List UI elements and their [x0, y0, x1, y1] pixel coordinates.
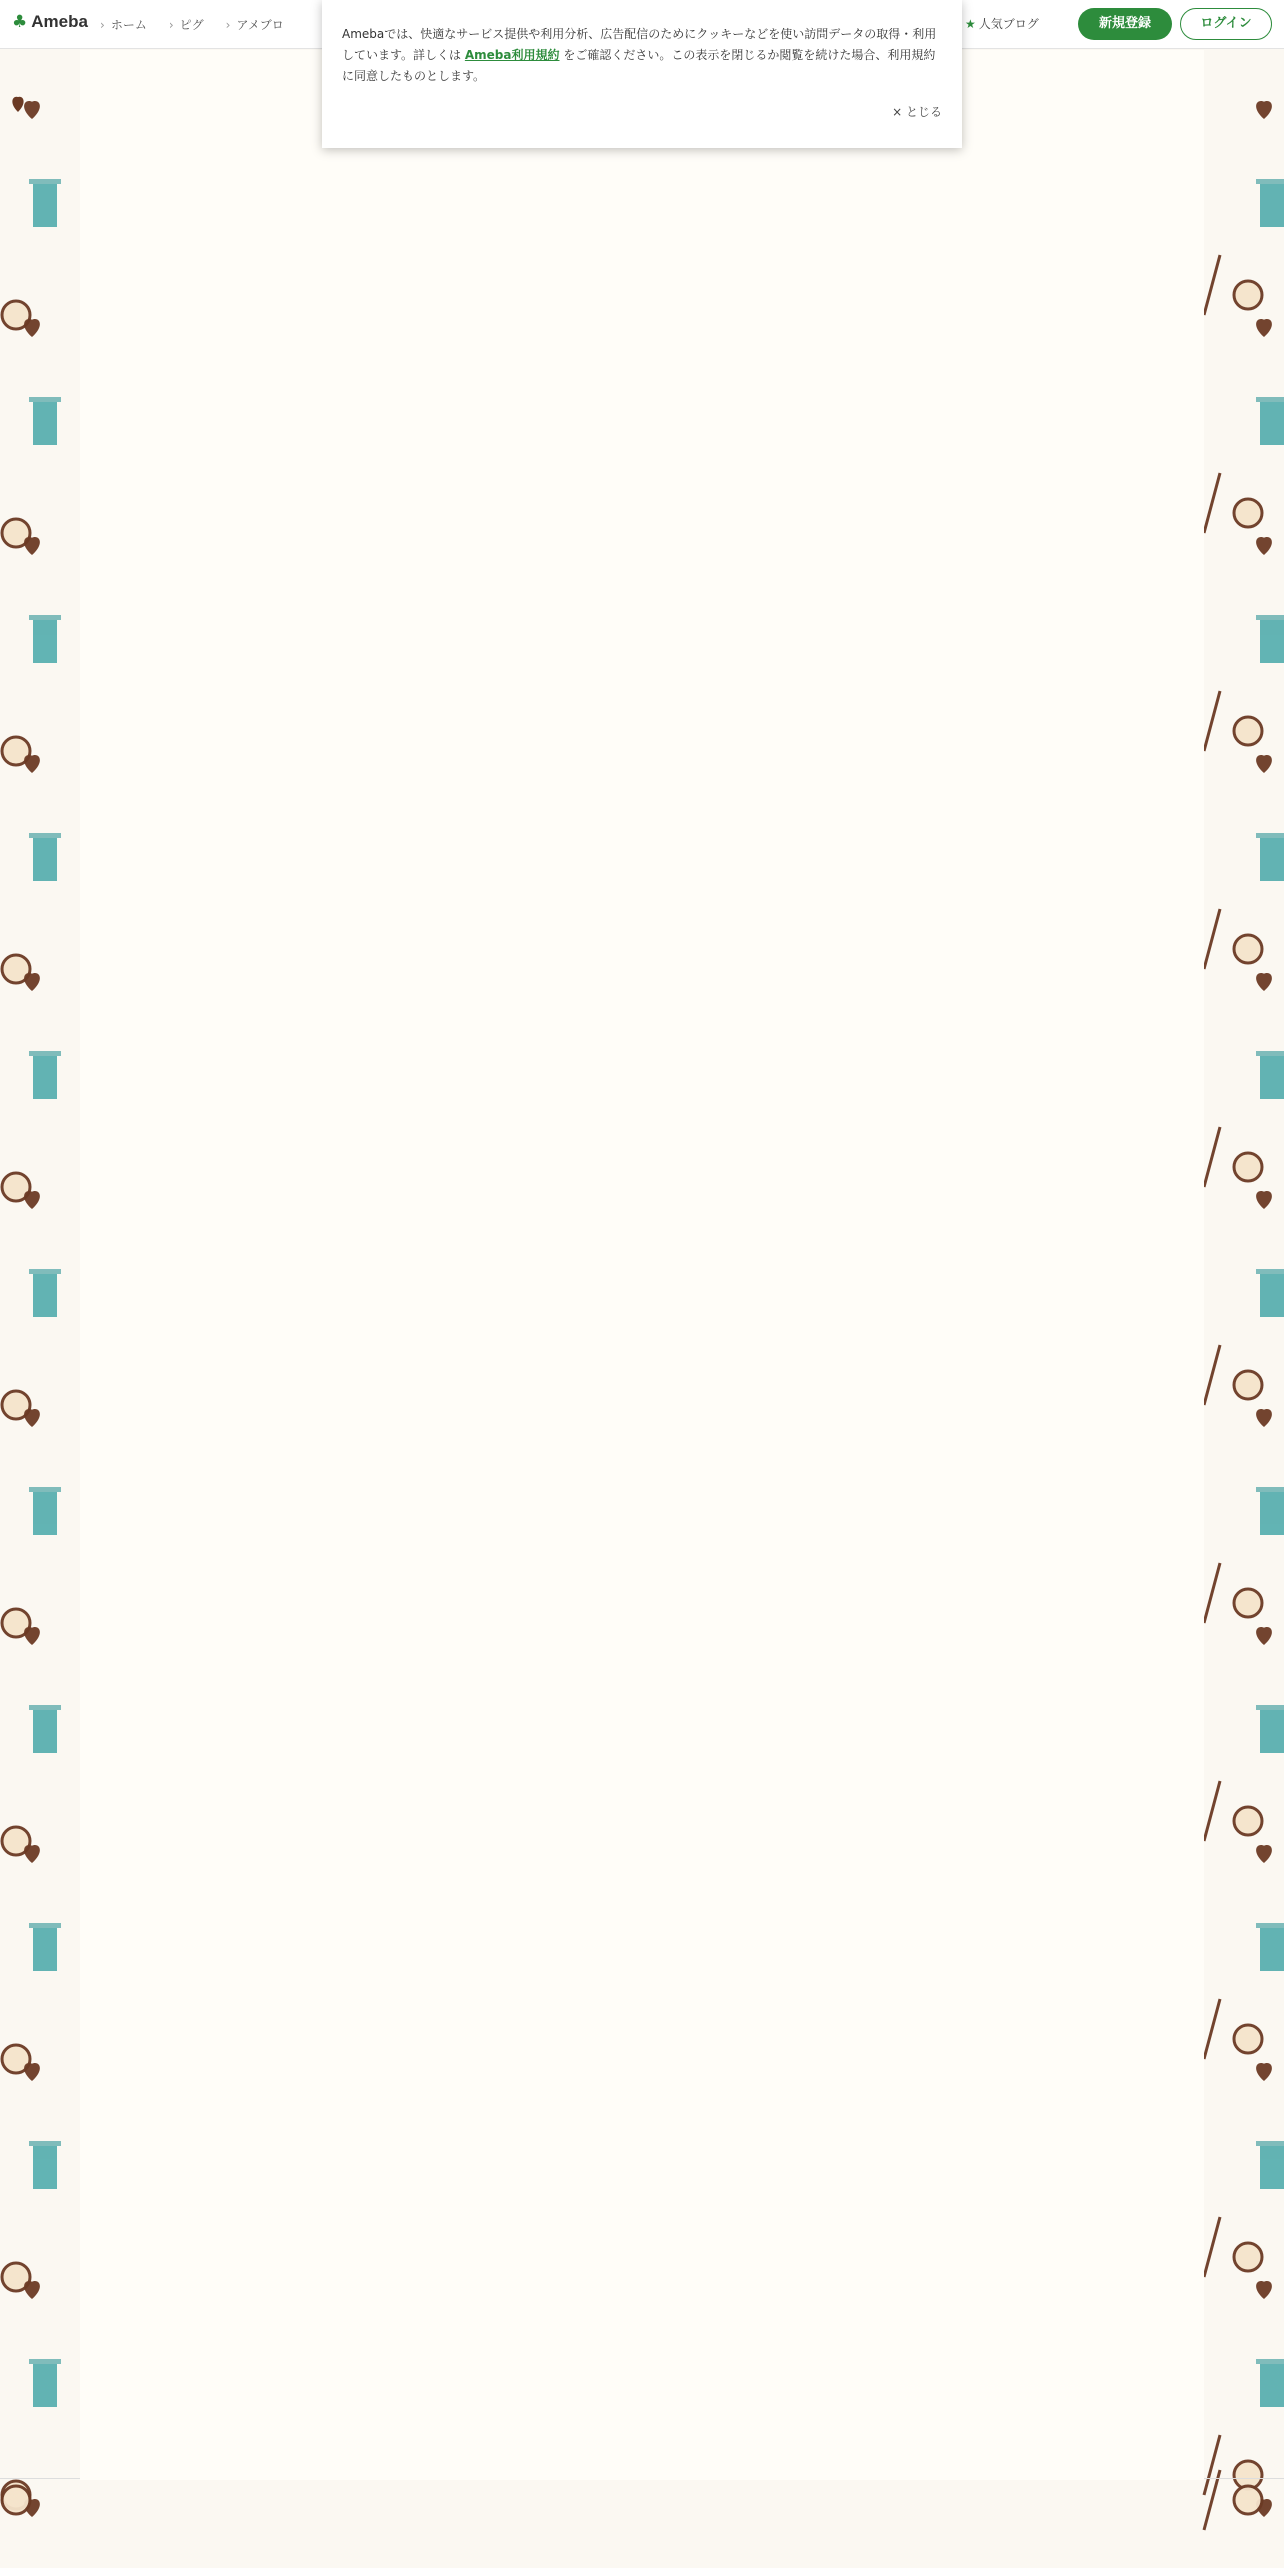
button-icon [1234, 1807, 1262, 1835]
heart-icon [1256, 537, 1272, 555]
heart-icon [24, 2063, 40, 2081]
star-icon: ★ [965, 17, 976, 31]
spool-icon [29, 179, 61, 227]
spool-icon [1256, 833, 1284, 881]
heart-icon [1256, 2281, 1272, 2299]
heart-icon [1256, 1845, 1272, 1863]
heart-icon [24, 2281, 40, 2299]
heart-icon [24, 1845, 40, 1863]
spool-icon [1256, 615, 1284, 663]
spool-icon [29, 1487, 61, 1535]
top-nav [100, 16, 284, 33]
ameba-mascot-icon: ♣ [12, 12, 28, 32]
spool-icon [29, 1051, 61, 1099]
heart-icon [1256, 2063, 1272, 2081]
heart-icon [24, 101, 40, 119]
page-body [80, 50, 1204, 2480]
cookie-text-1: Amebaでは、快適なサービス提供や利用分析、広告配信のためにクッキーなどを使い訪問データの取得・利用しています。詳しくは [342, 27, 937, 62]
needle-icon [1204, 473, 1220, 533]
heart-icon [12, 97, 23, 112]
button-icon [1234, 1371, 1262, 1399]
heart-icon [24, 319, 40, 337]
heart-icon [1256, 1627, 1272, 1645]
logo-text: Ameba [31, 12, 88, 31]
cookie-notice [322, 0, 962, 148]
heart-icon [1256, 1409, 1272, 1427]
spool-icon [1256, 2141, 1284, 2189]
spool-icon [29, 2141, 61, 2189]
needle-icon [1204, 255, 1220, 315]
spool-icon [29, 833, 61, 881]
needle-icon [1204, 2217, 1220, 2277]
button-icon [1234, 1589, 1262, 1617]
heart-icon [1256, 319, 1272, 337]
spool-icon [1256, 1705, 1284, 1753]
spool-icon [1256, 1487, 1284, 1535]
spool-icon [29, 2359, 61, 2407]
spool-icon [29, 1705, 61, 1753]
spool-icon [29, 1923, 61, 1971]
register-button[interactable]: 新規登録 [1078, 8, 1172, 40]
popular-blogs-link[interactable] [965, 15, 1039, 32]
spool-icon [1256, 2359, 1284, 2407]
needle-icon [1204, 1781, 1220, 1841]
heart-icon [1256, 101, 1272, 119]
login-button[interactable]: ログイン [1180, 8, 1272, 40]
button-icon [1234, 1153, 1262, 1181]
heart-icon [24, 537, 40, 555]
spool-icon [29, 397, 61, 445]
button-icon [1234, 2486, 1262, 2514]
spool-icon [1256, 397, 1284, 445]
button-icon [1234, 935, 1262, 963]
nav-home[interactable]: › ホーム [100, 16, 147, 33]
heart-icon [24, 1409, 40, 1427]
needle-icon [1204, 909, 1220, 969]
cookie-message [342, 24, 942, 87]
spool-icon [1256, 1923, 1284, 1971]
cookie-text-2: をご確認ください。この表示を閉じるか閲覧を続けた場合、利用規約に同意したものとします。 [342, 48, 936, 83]
needle-icon [1204, 1999, 1220, 2059]
needle-icon [1204, 691, 1220, 751]
button-icon [1234, 499, 1262, 527]
nav-pigg[interactable]: › ピグ [169, 16, 204, 33]
button-icon [1234, 717, 1262, 745]
spool-icon [29, 615, 61, 663]
needle-icon [1204, 2435, 1220, 2495]
needle-icon [1204, 1563, 1220, 1623]
heart-icon [1256, 1191, 1272, 1209]
heart-icon [1256, 973, 1272, 991]
needle-icon [1204, 1127, 1220, 1187]
heart-icon [1256, 755, 1272, 773]
needle-icon [1204, 1345, 1220, 1405]
button-icon [1234, 2025, 1262, 2053]
button-icon [1234, 281, 1262, 309]
button-icon [1234, 2243, 1262, 2271]
terms-link[interactable]: Ameba利用規約 [464, 48, 560, 62]
cookie-close-button[interactable]: × とじる [892, 105, 942, 119]
nav-ameblo[interactable]: › アメブロ [226, 16, 284, 33]
heart-icon [24, 755, 40, 773]
spool-icon [1256, 1269, 1284, 1317]
heart-icon [24, 973, 40, 991]
heart-icon [24, 1627, 40, 1645]
ameba-logo[interactable] [12, 12, 88, 32]
needle-icon [1204, 2470, 1220, 2530]
spool-icon [29, 1269, 61, 1317]
popular-label: 人気ブログ [978, 17, 1039, 31]
spool-icon [1256, 1051, 1284, 1099]
heart-icon [24, 1191, 40, 1209]
button-icon [2, 2486, 30, 2514]
spool-icon [1256, 179, 1284, 227]
